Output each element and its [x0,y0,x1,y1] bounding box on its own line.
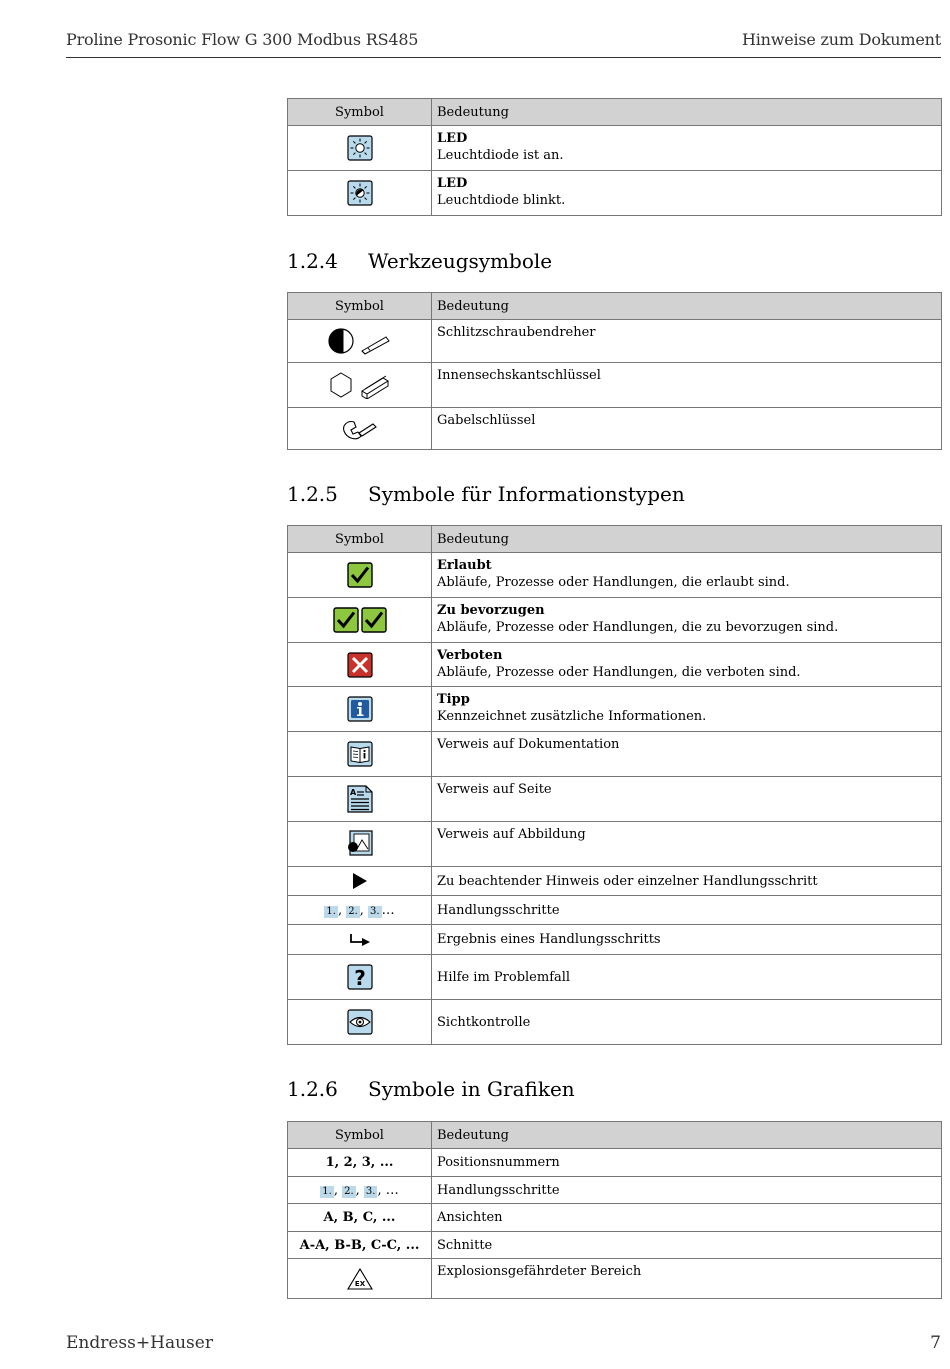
col-symbol-header: Symbol [288,1122,432,1149]
row-text: Handlungsschritte [432,896,942,925]
led-symbol-table [287,98,942,216]
row-text: Leuchtdiode blinkt. [437,193,566,208]
table-row [288,732,942,777]
row-text: Kennzeichnet zusätzliche Informationen. [437,709,707,724]
table-row [288,896,942,925]
led-on-icon [347,135,373,161]
step-badge: 1. [322,1185,332,1197]
document-title: Proline Prosonic Flow G 300 Modbus RS485 [66,30,419,49]
tool-symbol-table [287,292,942,450]
ex-hazard-icon [347,1268,373,1290]
step-ellipsis: … [381,902,395,918]
table-row [288,1177,942,1204]
figure-reference-icon [347,830,373,858]
col-symbol-header: Symbol [288,526,432,553]
table-row [288,925,942,955]
open-end-wrench-icon [340,415,380,443]
row-text: Ergebnis eines Handlungsschritts [432,925,942,955]
double-checkmark-icon [333,607,387,633]
table-row [288,955,942,1000]
row-text: Zu beachtender Hinweis oder einzelner Handlungsschritt [432,867,942,896]
section-number: 1.2.5 [287,482,338,506]
table-row [288,643,942,687]
row-title: Tipp [437,692,470,707]
row-text: Handlungsschritte [432,1177,942,1204]
step-ellipsis: , … [377,1182,399,1198]
row-text: Verweis auf Seite [432,777,942,822]
slotted-screwdriver-icon [328,327,392,355]
row-text: Gabelschlüssel [432,408,942,450]
step-badge: 3. [365,1185,376,1197]
row-text: Abläufe, Prozesse oder Handlungen, die verboten sind. [437,665,801,680]
table-row [288,1149,942,1177]
page-number: 7 [930,1333,941,1353]
section-number: 1.2.4 [287,249,338,273]
table-row [288,1259,942,1299]
section-heading-graphics [287,1076,575,1102]
documentation-icon [347,741,373,767]
section-title: Symbole in Grafiken [368,1077,575,1101]
table-row [288,1000,942,1045]
section-title: Symbole für Informationstypen [368,482,685,506]
row-symbol: 1, 2, 3, ... [288,1149,432,1177]
step-badge: 2. [348,905,358,917]
row-title: LED [437,176,468,191]
section-number: 1.2.6 [287,1077,338,1101]
table-row [288,777,942,822]
table-row [288,1204,942,1232]
row-text: Schnitte [432,1232,942,1259]
table-row [288,126,942,171]
table-row [288,867,942,896]
row-text: Positionsnummern [432,1149,942,1177]
cross-icon [347,652,373,678]
svg-text:?: ? [353,966,366,990]
row-text: Explosionsgefährdeter Bereich [432,1259,942,1299]
svg-text:A: A [349,788,356,797]
col-meaning-header: Bedeutung [432,99,942,126]
step-separator: , [355,1182,364,1198]
row-title: Erlaubt [437,558,492,573]
row-text: Innensechskantschlüssel [432,363,942,408]
table-row [288,1232,942,1259]
step-separator: , [333,1182,343,1198]
svg-text:EX: EX [354,1279,365,1288]
section-heading-tools [287,248,552,274]
allen-key-icon [328,371,392,399]
step-separator: , [359,902,369,918]
row-text: Ansichten [432,1204,942,1232]
section-heading-info [287,481,685,507]
result-arrow-icon [349,933,371,947]
col-symbol-header: Symbol [288,99,432,126]
row-text: Abläufe, Prozesse oder Handlungen, die erlaubt sind. [437,575,790,590]
led-blink-icon [347,180,373,206]
step-badge: 2. [344,1185,354,1197]
table-row [288,822,942,867]
row-text: Abläufe, Prozesse oder Handlungen, die zu bevorzugen sind. [437,620,839,635]
row-title: Verboten [437,648,503,663]
play-triangle-icon [352,873,368,889]
graphics-symbol-table [287,1121,942,1299]
row-symbol: A-A, B-B, C-C, ... [288,1232,432,1259]
help-icon [347,964,373,990]
row-text: Schlitzschraubendreher [432,320,942,363]
step-numbers [288,896,432,925]
row-title: LED [437,131,468,146]
table-row [288,408,942,450]
col-meaning-header: Bedeutung [432,526,942,553]
section-header: Hinweise zum Dokument [741,30,941,49]
info-symbol-table [287,525,942,1045]
step-badge: 3. [370,905,380,917]
header-divider [66,57,941,58]
info-icon [347,696,373,722]
col-symbol-header: Symbol [288,293,432,320]
section-title: Werkzeugsymbole [368,249,553,273]
step-numbers [288,1177,432,1204]
row-title: Zu bevorzugen [437,603,545,618]
row-text: Verweis auf Dokumentation [432,732,942,777]
table-row [288,320,942,363]
step-separator: , [337,902,347,918]
row-symbol: A, B, C, ... [288,1204,432,1232]
row-text: Sichtkontrolle [432,1000,942,1045]
table-row [288,171,942,216]
table-row [288,553,942,598]
table-row [288,598,942,643]
col-meaning-header: Bedeutung [432,1122,942,1149]
table-row [288,363,942,408]
row-text: Verweis auf Abbildung [432,822,942,867]
brand-name: Endress+Hauser [66,1333,213,1353]
eye-icon [347,1009,373,1035]
row-text: Hilfe im Problemfall [432,955,942,1000]
col-meaning-header: Bedeutung [432,293,942,320]
checkmark-icon [347,562,373,588]
page-reference-icon [347,785,373,813]
step-badge: 1. [326,905,336,917]
row-text: Leuchtdiode ist an. [437,148,564,163]
table-row [288,687,942,732]
